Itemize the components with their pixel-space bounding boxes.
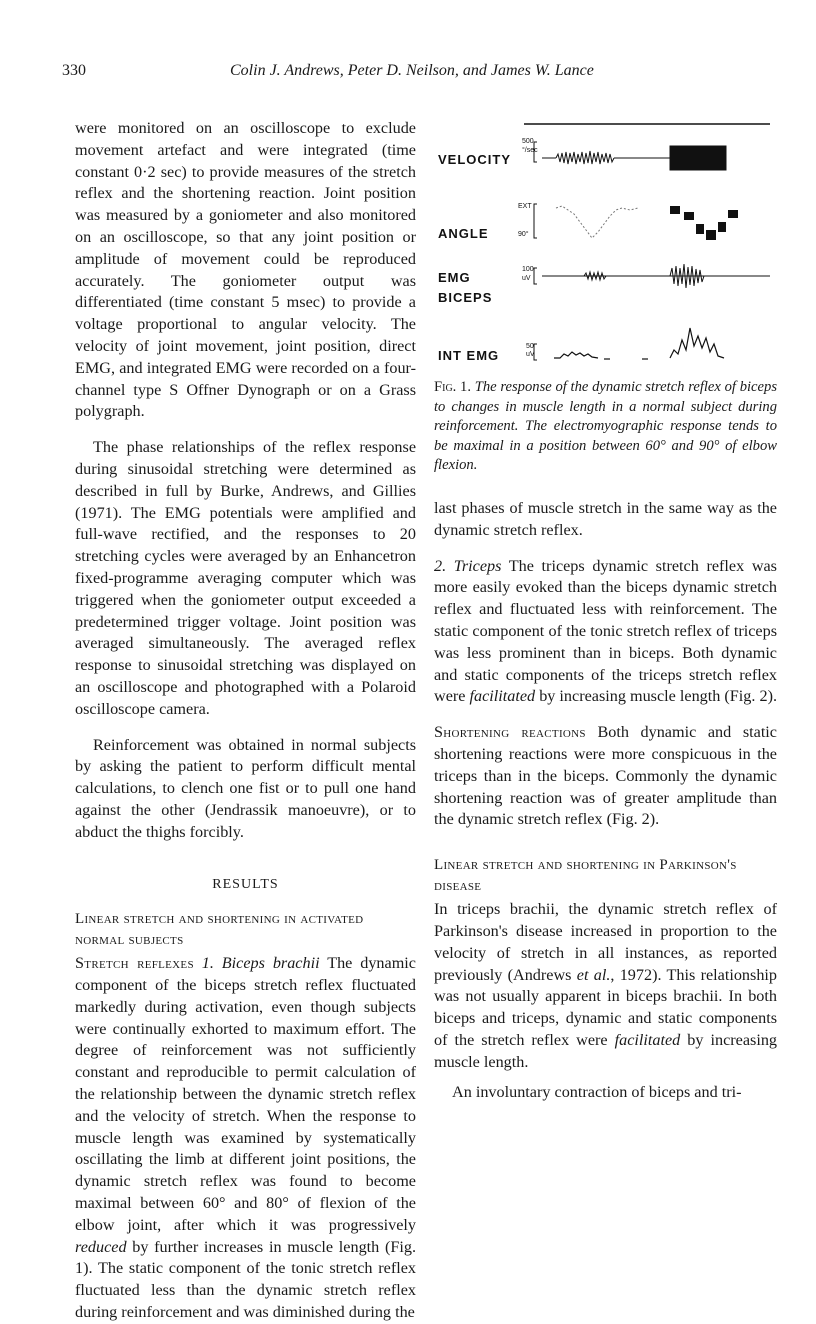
paragraph-lead-stretch-reflexes: Stretch reflexes: [75, 954, 194, 973]
scale-bracket-int-emg: [534, 344, 537, 360]
emg-burst-2: [670, 264, 704, 288]
paragraph-methods-recording: were monitored on an oscilloscope to exclude movement artefact and were integrated (time constant 0·2 sec) to provide measures of the stretch reflex and the shortening reaction. Joint position was measured by a goniometer and also monitored on an oscilloscope, so that any joint position or amplitude of movement could be reproduced accurately. The goniometer output was differentiated (time constant 5 msec) to provide a voltage proportional to angular velocity. The velocity of joint movement, joint position, direct EMG, and integrated EMG were recorded on a four-channel type S Offner Dynograph or on a Grass polygraph.: [75, 119, 416, 421]
text-segment: by increasing muscle length (Fig. 2).: [539, 687, 778, 706]
trace-angle-1: [556, 206, 638, 238]
unit-angle-90: 90°: [518, 231, 529, 238]
paragraph-parkinsons: [434, 899, 777, 1073]
velocity-burst-2: [670, 146, 726, 170]
int-emg-trace-1: [554, 352, 598, 358]
unit-int: uV: [526, 351, 535, 358]
velocity-burst-1: [556, 151, 614, 164]
text-segment: In triceps brachii, the dynamic stretch reflex of Parkinson's disease increased in proportion to the velocity of stretch in all instances, as reported previously (Andrews: [434, 900, 777, 984]
paragraph-biceps-continued: last phases of muscle stretch in the same way as the dynamic stretch reflex.: [434, 499, 777, 539]
paragraph-methods-phase: The phase relationships of the reflex response during sinusoidal stretching were determined as described in full by Burke, Andrews, and Gillies (1971). The EMG potentials were amplified and full-wave rectified, and the responses to 20 stretching cycles were averaged by an Enhancetron fixed-programme averaging computer which was triggered when the goniometer output exceeded a predetermined trigger voltage. Joint position was averaged simultaneously. The averaged reflex response to sinusoidal stretching was displayed on an oscilloscope and photographed with a Polaroid oscilloscope camera.: [75, 438, 416, 718]
trace-int-emg: [554, 328, 724, 359]
unit-angle-ext: EXT: [518, 203, 532, 210]
section-heading-parkinsons: Linear stretch and shortening in Parkinson's disease: [434, 857, 737, 895]
paragraph-involuntary-contraction: An involuntary contraction of biceps and tri-: [452, 1082, 742, 1101]
scale-bracket-emg: [534, 268, 537, 284]
unit-int-value: 50: [526, 343, 534, 350]
label-velocity: VELOCITY: [438, 152, 512, 167]
trace-emg: [542, 264, 770, 288]
trace-velocity: [542, 146, 726, 170]
int-emg-trace-2: [670, 328, 724, 358]
emphasis-reduced: reduced: [75, 1237, 127, 1256]
paragraph-shortening: [434, 722, 777, 831]
text-segment: The triceps dynamic stretch reflex was more easily evoked than the biceps dynamic stretch reflex and fluctuated less with reinforcement. The static component of the tonic stretch reflex of triceps was less prominent than in biceps. Both dynamic and static components of the triceps stretch reflex were: [434, 556, 777, 706]
text-segment: , 1972). This relationship was not usually apparent in biceps brachii. In both biceps and triceps, dynamic and static components of the stretch reflex were: [434, 965, 778, 1049]
label-int-emg: INT EMG: [438, 348, 500, 363]
emg-burst-1: [584, 272, 606, 280]
figure-1-traces: [434, 118, 780, 380]
emphasis-facilitated: facilitated: [469, 687, 536, 706]
text-segment: The dynamic component of the biceps stretch reflex fluctuated markedly during activation, even though subjects were continually exhorted to maximum effort. The degree of reinforcement was not sufficiently constant and reproducible to permit calculation of the relationship between the dynamic stretch reflex and the velocity of stretch. When the response to muscle length was examined by systematically oscillating the limb at different joint positions, the dynamic stretch reflex was found to become maximal between 60° and 80° of flexion of the elbow joint, after which it was progressively: [75, 954, 416, 1234]
subheading-triceps: 2. Triceps: [434, 556, 502, 575]
unit-velocity: °/sec: [522, 147, 538, 154]
figure-caption: [434, 378, 777, 476]
page-number: 330: [62, 62, 86, 79]
paragraph-lead-shortening: Shortening reactions: [434, 723, 586, 742]
results-heading: RESULTS: [212, 876, 279, 892]
paragraph-triceps: [434, 556, 777, 709]
unit-velocity-value: 500: [522, 138, 534, 145]
text-segment: by further increases in muscle length (Fig. 1). The static component of the tonic stretch reflex fluctuated less than the dynamic stretch reflex during reinforcement and was diminished during the: [75, 1237, 417, 1322]
running-head: Colin J. Andrews, Peter D. Neilson, and James W. Lance: [230, 62, 594, 79]
left-column: [75, 118, 416, 1324]
text-segment: by increasing muscle length.: [434, 1030, 778, 1071]
right-column: [434, 498, 777, 1103]
unit-emg: uV: [522, 275, 531, 282]
label-emg: EMG: [438, 270, 471, 285]
unit-emg-value: 100: [522, 266, 534, 273]
paragraph-methods-reinforcement: Reinforcement was obtained in normal subjects by asking the patient to perform difficult mental calculations, to clench one fist or to pull one hand against the other (Jendrassik manoeuvre), or to abduct the thighs forcibly.: [75, 735, 416, 841]
section-heading-normal-subjects: Linear stretch and shortening in activated normal subjects: [75, 911, 364, 949]
scale-bracket-angle: [534, 204, 537, 238]
paragraph-biceps-brachii: [75, 953, 416, 1324]
trace-angle-2: [670, 206, 738, 240]
label-angle: ANGLE: [438, 226, 489, 241]
emphasis-et-al: et al.: [576, 965, 611, 984]
caption-text: The response of the dynamic stretch reflex of biceps to changes in muscle length in a normal subject during reinforcement. The electromyographic response tends to be maximal in a position between 60° and 90° of elbow flexion.: [434, 379, 777, 474]
text-segment: Both dynamic and static shortening reactions were more conspicuous in the triceps than in the biceps. Commonly the dynamic shortening reaction was of greater amplitude than the dynamic stretch reflex (Fig. 2).: [434, 723, 777, 829]
subheading-biceps-brachii: 1. Biceps brachii: [201, 954, 320, 973]
label-biceps: BICEPS: [438, 290, 493, 305]
figure-number: Fig. 1.: [434, 379, 471, 395]
emphasis-facilitated: facilitated: [614, 1030, 681, 1049]
figure-1: [434, 118, 780, 380]
